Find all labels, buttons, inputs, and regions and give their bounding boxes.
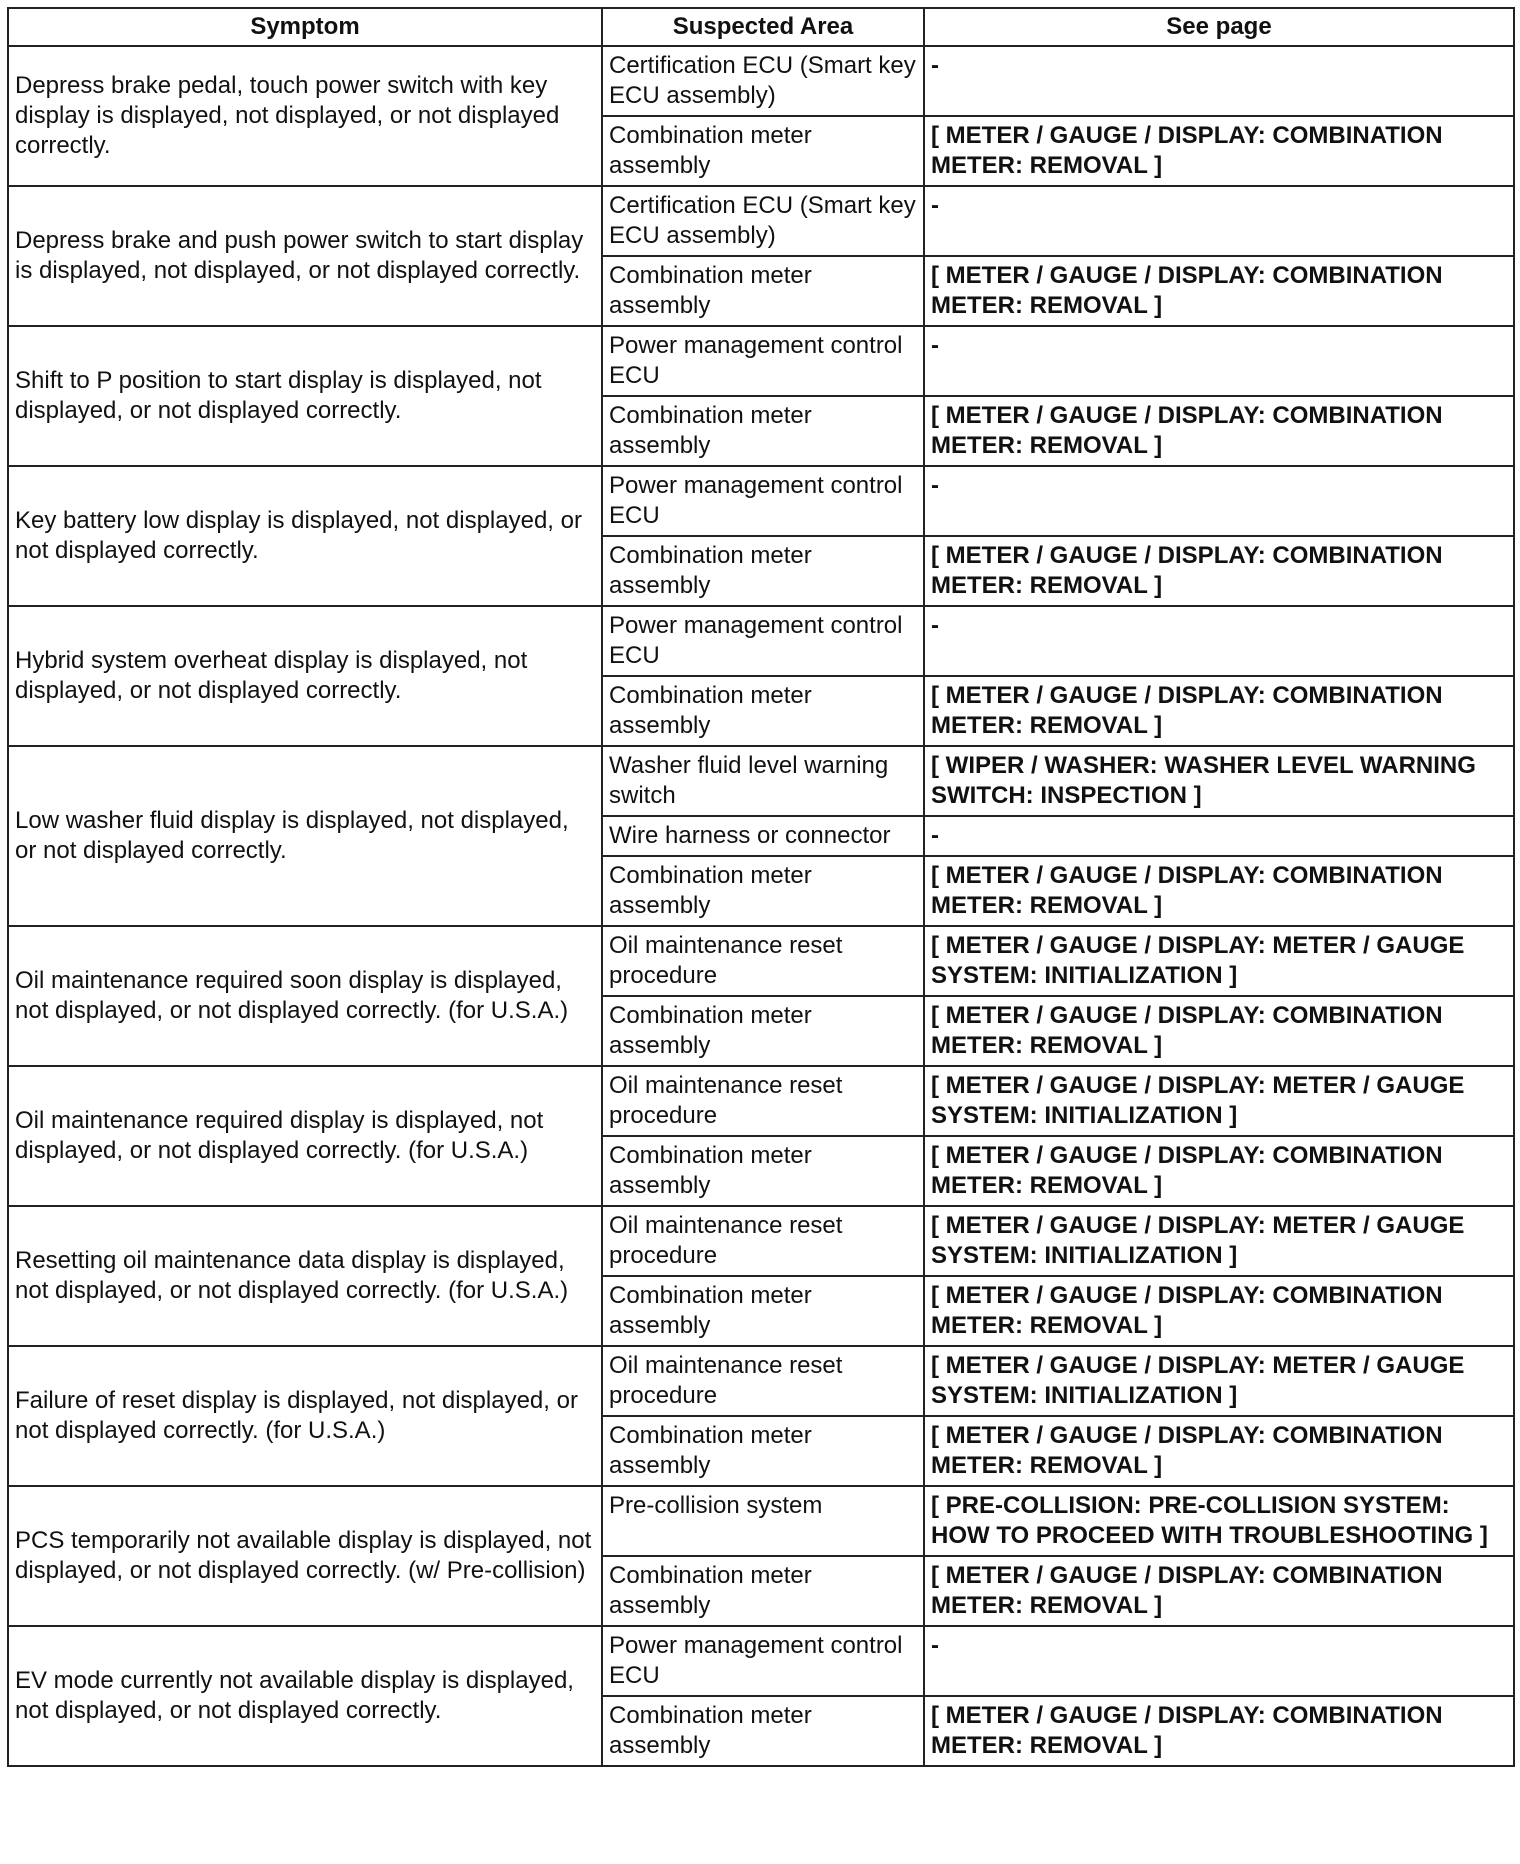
symptom-cell: Shift to P position to start display is displayed, not displayed, or not displayed correctly. [8, 326, 602, 466]
see-page-cell: [ METER / GAUGE / DISPLAY: METER / GAUGE SYSTEM: INITIALIZATION ] [924, 1206, 1514, 1276]
table-row [8, 1206, 1514, 1276]
see-page-cell: [ METER / GAUGE / DISPLAY: METER / GAUGE SYSTEM: INITIALIZATION ] [924, 926, 1514, 996]
suspected-area-cell: Oil maintenance reset procedure [602, 1066, 924, 1136]
suspected-area-cell: Combination meter assembly [602, 536, 924, 606]
symptom-cell: Depress brake pedal, touch power switch with key display is displayed, not displayed, or not displayed correctly. [8, 46, 602, 186]
table-row [8, 466, 1514, 536]
table-row [8, 326, 1514, 396]
table-row [8, 926, 1514, 996]
see-page-cell: - [924, 606, 1514, 676]
see-page-cell: [ METER / GAUGE / DISPLAY: METER / GAUGE SYSTEM: INITIALIZATION ] [924, 1066, 1514, 1136]
header-symptom: Symptom [8, 8, 602, 46]
suspected-area-cell: Certification ECU (Smart key ECU assembly) [602, 186, 924, 256]
suspected-area-cell: Combination meter assembly [602, 256, 924, 326]
symptom-cell: Failure of reset display is displayed, not displayed, or not displayed correctly. (for U.S.A.) [8, 1346, 602, 1486]
see-page-cell: - [924, 186, 1514, 256]
see-page-cell: [ METER / GAUGE / DISPLAY: COMBINATION METER: REMOVAL ] [924, 536, 1514, 606]
see-page-cell: [ METER / GAUGE / DISPLAY: COMBINATION METER: REMOVAL ] [924, 1136, 1514, 1206]
table-row [8, 606, 1514, 676]
see-page-cell: [ METER / GAUGE / DISPLAY: COMBINATION METER: REMOVAL ] [924, 1416, 1514, 1486]
see-page-cell: [ METER / GAUGE / DISPLAY: COMBINATION METER: REMOVAL ] [924, 256, 1514, 326]
symptom-cell: Low washer fluid display is displayed, not displayed, or not displayed correctly. [8, 746, 602, 926]
suspected-area-cell: Combination meter assembly [602, 856, 924, 926]
see-page-cell: [ METER / GAUGE / DISPLAY: COMBINATION METER: REMOVAL ] [924, 1696, 1514, 1766]
suspected-area-cell: Combination meter assembly [602, 996, 924, 1066]
symptom-cell: Oil maintenance required display is displayed, not displayed, or not displayed correctly. (for U.S.A.) [8, 1066, 602, 1206]
suspected-area-cell: Power management control ECU [602, 606, 924, 676]
table-row [8, 746, 1514, 816]
see-page-cell: [ PRE-COLLISION: PRE-COLLISION SYSTEM: HOW TO PROCEED WITH TROUBLESHOOTING ] [924, 1486, 1514, 1556]
suspected-area-cell: Combination meter assembly [602, 1696, 924, 1766]
table-row [8, 1486, 1514, 1556]
suspected-area-cell: Washer fluid level warning switch [602, 746, 924, 816]
see-page-cell: [ WIPER / WASHER: WASHER LEVEL WARNING SWITCH: INSPECTION ] [924, 746, 1514, 816]
see-page-cell: - [924, 1626, 1514, 1696]
table-row [8, 1626, 1514, 1696]
suspected-area-cell: Oil maintenance reset procedure [602, 1206, 924, 1276]
table-row [8, 186, 1514, 256]
header-suspected-area: Suspected Area [602, 8, 924, 46]
symptom-table [7, 7, 1515, 1767]
header-see-page: See page [924, 8, 1514, 46]
suspected-area-cell: Combination meter assembly [602, 1556, 924, 1626]
table-row [8, 1346, 1514, 1416]
suspected-area-cell: Oil maintenance reset procedure [602, 1346, 924, 1416]
suspected-area-cell: Oil maintenance reset procedure [602, 926, 924, 996]
symptom-cell: Hybrid system overheat display is displayed, not displayed, or not displayed correctly. [8, 606, 602, 746]
see-page-cell: [ METER / GAUGE / DISPLAY: COMBINATION METER: REMOVAL ] [924, 396, 1514, 466]
see-page-cell: [ METER / GAUGE / DISPLAY: COMBINATION METER: REMOVAL ] [924, 676, 1514, 746]
see-page-cell: [ METER / GAUGE / DISPLAY: METER / GAUGE SYSTEM: INITIALIZATION ] [924, 1346, 1514, 1416]
suspected-area-cell: Certification ECU (Smart key ECU assembly) [602, 46, 924, 116]
symptom-cell: Depress brake and push power switch to start display is displayed, not displayed, or not displayed correctly. [8, 186, 602, 326]
header-row [8, 8, 1514, 46]
suspected-area-cell: Pre-collision system [602, 1486, 924, 1556]
see-page-cell: - [924, 46, 1514, 116]
see-page-cell: [ METER / GAUGE / DISPLAY: COMBINATION METER: REMOVAL ] [924, 996, 1514, 1066]
suspected-area-cell: Wire harness or connector [602, 816, 924, 856]
suspected-area-cell: Combination meter assembly [602, 396, 924, 466]
see-page-cell: [ METER / GAUGE / DISPLAY: COMBINATION METER: REMOVAL ] [924, 1556, 1514, 1626]
symptom-cell: Key battery low display is displayed, not displayed, or not displayed correctly. [8, 466, 602, 606]
see-page-cell: - [924, 816, 1514, 856]
see-page-cell: [ METER / GAUGE / DISPLAY: COMBINATION METER: REMOVAL ] [924, 116, 1514, 186]
table-row [8, 46, 1514, 116]
symptom-cell: EV mode currently not available display is displayed, not displayed, or not displayed correctly. [8, 1626, 602, 1766]
symptom-cell: Resetting oil maintenance data display is displayed, not displayed, or not displayed correctly. (for U.S.A.) [8, 1206, 602, 1346]
suspected-area-cell: Power management control ECU [602, 466, 924, 536]
symptom-cell: PCS temporarily not available display is displayed, not displayed, or not displayed correctly. (w/ Pre-collision) [8, 1486, 602, 1626]
see-page-cell: - [924, 326, 1514, 396]
suspected-area-cell: Power management control ECU [602, 1626, 924, 1696]
suspected-area-cell: Combination meter assembly [602, 1276, 924, 1346]
see-page-cell: - [924, 466, 1514, 536]
table-row [8, 1066, 1514, 1136]
suspected-area-cell: Combination meter assembly [602, 116, 924, 186]
suspected-area-cell: Combination meter assembly [602, 1136, 924, 1206]
suspected-area-cell: Combination meter assembly [602, 1416, 924, 1486]
see-page-cell: [ METER / GAUGE / DISPLAY: COMBINATION METER: REMOVAL ] [924, 1276, 1514, 1346]
symptom-cell: Oil maintenance required soon display is displayed, not displayed, or not displayed correctly. (for U.S.A.) [8, 926, 602, 1066]
suspected-area-cell: Power management control ECU [602, 326, 924, 396]
see-page-cell: [ METER / GAUGE / DISPLAY: COMBINATION METER: REMOVAL ] [924, 856, 1514, 926]
suspected-area-cell: Combination meter assembly [602, 676, 924, 746]
